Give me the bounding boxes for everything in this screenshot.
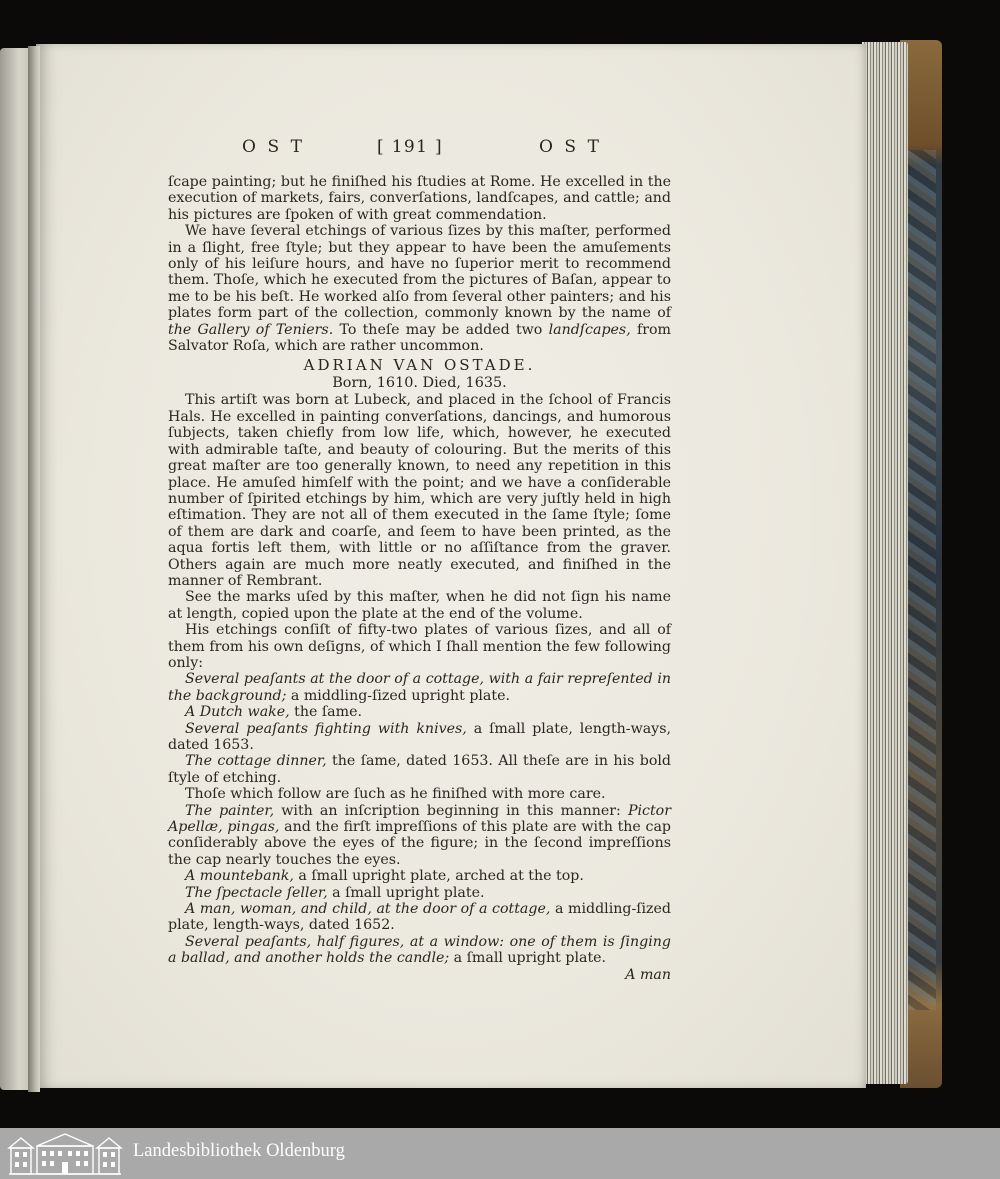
section-subtitle: Born, 1610. Died, 1635. bbox=[332, 375, 507, 392]
catchword: A man bbox=[625, 966, 671, 983]
paragraph: His etchings conſiſt of fifty-two plates of various ſizes, and all of them from his own deſigns, of which I ſhall mention the few following only: bbox=[168, 622, 671, 671]
footer-bar bbox=[0, 1128, 1000, 1179]
library-name: Landesbibliothek Oldenburg bbox=[133, 1141, 345, 1161]
running-header bbox=[242, 137, 602, 161]
list-item: A Dutch wake, the ſame. bbox=[185, 704, 362, 721]
list-item: The ſpectacle ſeller, a ſmall upright plate. bbox=[185, 884, 485, 901]
paragraph: Thoſe which follow are ſuch as he finiſhed with more care. bbox=[185, 786, 606, 803]
header-left: O S T bbox=[242, 137, 306, 157]
paragraph: ſcape painting; but he finiſhed his ſtudies at Rome. He excelled in the execution of markets, fairs, converſations, landſcapes, and cattle; and his pictures are ſpoken of with great commendation. bbox=[168, 174, 671, 223]
list-item: Several peaſants, half figures, at a window: one of them is ſinging a ballad, and another holds the candle; a ſmall upright plate. bbox=[168, 933, 671, 967]
list-item: A mountebank, a ſmall upright plate, arched at the top. bbox=[185, 868, 584, 885]
list-item: Several peaſants at the door of a cottage, with a fair repreſented in the background; a middling-ſized upright plate. bbox=[168, 671, 671, 704]
paragraph: We have ſeveral etchings of various ſizes by this maſter, performed in a ſlight, free ſtyle; but they appear to have been the amuſements only of his leiſure hours, and have no ſuperior merit to recommend them. Thoſe, which he executed from the pictures of Baſan, appear to me to be his beſt. He worked alſo from ſeveral other painters; and his plates form part of the collection, commonly known by the name of the Gallery of Teniers. To theſe may be added two landſcapes, from Salvator Roſa, which are rather uncommon. bbox=[168, 223, 671, 355]
list-item: Several peaſants fighting with knives, a ſmall plate, length-ways, dated 1653. bbox=[168, 720, 671, 753]
library-building-logo bbox=[7, 1132, 123, 1176]
page-edges bbox=[862, 42, 908, 1084]
list-item: A man, woman, and child, at the door of a cottage, a middling-ſized plate, length-ways, dated 1652. bbox=[168, 901, 671, 934]
header-right: O S T bbox=[538, 137, 602, 157]
paragraph: See the marks uſed by this maſter, when he did not ſign his name at length, copied upon the plate at the end of the volume. bbox=[168, 589, 671, 622]
section-title: ADRIAN VAN OSTADE. bbox=[303, 356, 536, 375]
page-text bbox=[168, 174, 671, 983]
paragraph: This artiſt was born at Lubeck, and placed in the ſchool of Francis Hals. He excelled in painting converſations, dancings, and humorous ſubjects, taken chiefly from low life, which, however, he executed with admirable taſte, and beauty of colouring. But the merits of this great maſter are too generally known, to need any repetition in this place. He amuſed himſelf with the point; and we have a conſiderable number of ſpirited etchings by him, which are very juſtly held in high eſtimation. They are not all of them executed in the ſame ſtyle; ſome of them are dark and coarſe, and ſeem to have been printed, as the aqua fortis left them, with little or no aſſiſtance from the graver. Others again are much more neatly executed, and finiſhed in the manner of Rembrant. bbox=[168, 392, 671, 589]
book-gutter bbox=[28, 46, 40, 1092]
list-item: The painter, with an inſcription beginning in this manner: Pictor Apellæ, pingas, and the firſt impreſſions of this plate are with the cap conſiderably above the eyes of the figure; in the ſecond impreſſions the cap nearly touches the eyes. bbox=[168, 802, 671, 868]
list-item: The cottage dinner, the ſame, dated 1653. All theſe are in his bold ſtyle of etching. bbox=[168, 753, 671, 786]
page-number: [ 191 ] bbox=[377, 137, 444, 157]
